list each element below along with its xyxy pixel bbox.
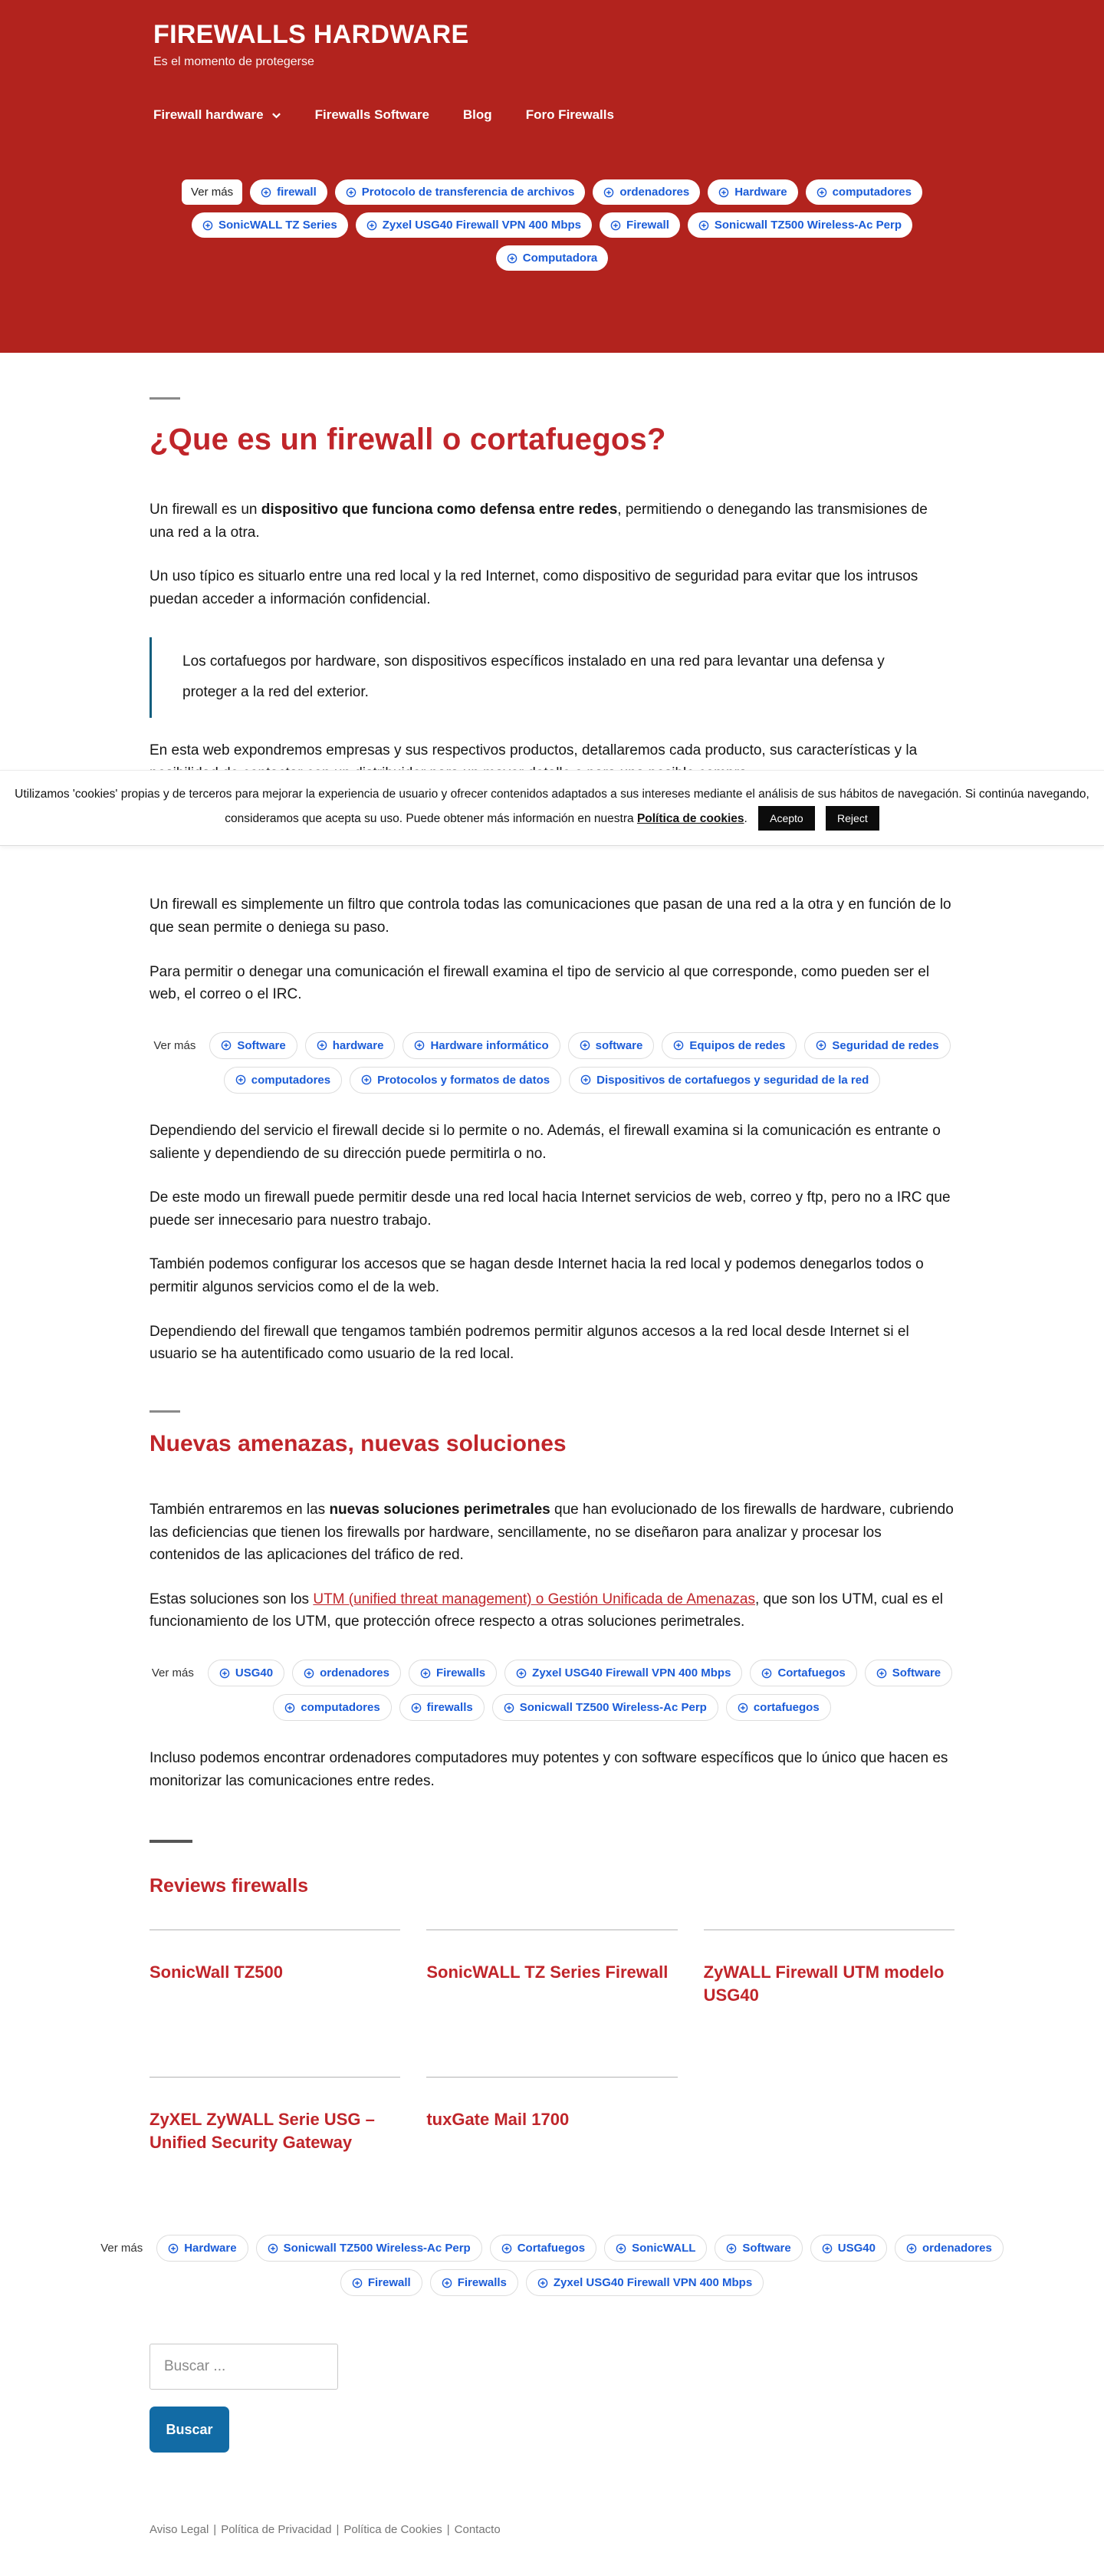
nav-item-foro-firewalls[interactable]: Foro Firewalls [525, 107, 614, 122]
paragraph-text: , permitiendo o denegando las transmisiones de una red a la otra. [150, 502, 928, 541]
tag-pill-label: USG40 [837, 2242, 876, 2255]
tag-pill-label: Protocolo de transferencia de archivos [361, 186, 575, 199]
tag-pill[interactable] [504, 1660, 742, 1686]
reject-cookies-button[interactable]: Reject [826, 806, 879, 831]
site-footer [0, 2235, 1104, 2576]
tag-pill[interactable] [569, 1067, 880, 1094]
paragraph-text: Estas soluciones son los [150, 1591, 314, 1607]
tag-pill[interactable] [292, 1660, 401, 1686]
footer-tag-cloud-inner [69, 2235, 1035, 2296]
tag-plus-icon [317, 1040, 327, 1051]
ver-mas-label: Ver más [100, 2242, 143, 2255]
tag-plus-icon [876, 1668, 887, 1679]
paragraph: Incluso podemos encontrar ordenadores computadores muy potentes y con software específicos que lo único que hacen es monitorizar las comunicaciones entre redes. [150, 1750, 948, 1789]
cookie-text: Utilizamos 'cookies' propias y de terceros para mejorar la experiencia de usuario y ofrecer contenidos adaptados a sus intereses mediante el análisis de sus hábitos de navegación. Si continúa navegando, consideramos que acepta su uso. Puede obtener más información en nuestra [15, 788, 1089, 825]
paragraph: Para permitir o denegar una comunicación el firewall examina el tipo de servicio al que corresponde, como pueden ser el web, el correo o el IRC. [150, 963, 930, 1003]
footer-link-separator: | [213, 2523, 217, 2537]
footer-links [150, 2523, 955, 2576]
paragraph: De este modo un firewall puede permitir desde una red local hacia Internet servicios de web, correo y ftp, pero no a IRC que puede ser innecesario para nuestro trabajo. [150, 1189, 951, 1229]
review-link[interactable]: SonicWall TZ500 [150, 1962, 284, 1982]
tag-pill[interactable] [356, 212, 592, 238]
paragraph: Un firewall es simplemente un filtro que controla todas las comunicaciones que pasan de una red a la otra y en función de lo que sean permite o deniega su paso. [150, 897, 951, 936]
header-tag-cloud [0, 179, 1104, 271]
tag-plus-icon [346, 187, 356, 198]
footer-link-separator: | [446, 2523, 450, 2537]
tag-plus-icon [906, 2243, 917, 2254]
tag-pill[interactable] [810, 2235, 887, 2262]
paragraph: Un uso típico es situarlo entre una red local y la red Internet, como dispositivo de seguridad para evitar que los intrusos puedan acceder a información confidencial. [150, 568, 918, 607]
section-divider-dash [150, 1840, 192, 1843]
tag-pill-label: computadores [832, 186, 912, 199]
tag-pill-label: cortafuegos [753, 1701, 820, 1715]
tag-pill-label: ordenadores [619, 186, 690, 199]
tag-plus-icon [221, 1040, 232, 1051]
tag-pill[interactable] [526, 2269, 764, 2296]
main-content [150, 397, 955, 2192]
tag-pill[interactable] [430, 2269, 518, 2296]
tag-plus-icon [610, 220, 621, 231]
tag-pill[interactable] [490, 2235, 596, 2262]
nav-item-firewall-hardware[interactable] [153, 107, 281, 123]
site-header [0, 0, 1104, 353]
tag-plus-icon [580, 1074, 591, 1085]
review-card [704, 1930, 955, 2045]
tag-plus-icon [738, 1703, 748, 1713]
tag-plus-icon [507, 253, 518, 264]
tag-plus-icon [235, 1074, 246, 1085]
tag-pill-label: USG40 [235, 1666, 274, 1680]
tag-plus-icon [420, 1668, 431, 1679]
tag-cloud-row [0, 245, 1104, 271]
tag-pill[interactable] [806, 179, 922, 205]
tag-pill[interactable] [600, 212, 680, 238]
tag-cloud-row [0, 179, 1104, 205]
tag-pill[interactable] [350, 1067, 561, 1094]
tag-plus-icon [726, 2243, 737, 2254]
main-nav [153, 107, 1104, 123]
footer-tag-cloud [69, 2235, 1035, 2296]
tag-cloud-row [150, 1694, 955, 1721]
tag-pill-label: Sonicwall TZ500 Wireless-Ac Perp [283, 2242, 471, 2255]
tag-pill-label: hardware [332, 1038, 384, 1052]
cookie-text-after: . [744, 812, 748, 825]
paragraph-text: que han evolucionado de los firewalls de hardware, cubriendo las deficiencias que tienen los firewalls por hardware, sencillamente, no se diseñaron para analizar y procesar los contenidos de las aplicaciones del tráfico de red. [150, 1501, 954, 1564]
review-card [426, 1930, 677, 2045]
tag-pill-label: Software [237, 1038, 286, 1052]
reviews-grid-row [150, 1930, 955, 2045]
footer-link-contacto[interactable]: Contacto [454, 2523, 501, 2537]
tag-plus-icon [822, 2243, 833, 2254]
tag-plus-icon [603, 187, 614, 198]
paragraph-text: , que son los UTM, cual es el funcionamiento de los UTM, que protección ofrece respecto a otras soluciones perimetrales. [150, 1591, 943, 1630]
paragraph-text: Un firewall es un [150, 502, 261, 518]
tag-plus-icon [501, 2243, 512, 2254]
tag-pill-label: firewalls [426, 1701, 473, 1715]
tag-pill[interactable] [708, 179, 797, 205]
section-divider-dash [150, 397, 180, 400]
ver-mas-label: Ver más [153, 1038, 196, 1052]
tag-pill[interactable] [192, 212, 348, 238]
tag-pill-label: computadores [301, 1701, 380, 1715]
content-tag-cloud [150, 1032, 955, 1094]
tag-pill[interactable] [688, 212, 912, 238]
tag-pill-label: ordenadores [922, 2242, 992, 2255]
tag-cloud-row [150, 1032, 955, 1059]
section-divider-dash [150, 1410, 180, 1413]
tag-pill[interactable] [750, 1660, 856, 1686]
tag-pill-label: Firewalls [457, 2276, 507, 2290]
review-link[interactable]: ZyXEL ZyWALL Serie USG – Unified Security Gateway [150, 2110, 375, 2152]
tag-pill[interactable] [224, 1067, 342, 1094]
review-link[interactable]: tuxGate Mail 1700 [426, 2110, 570, 2130]
tag-plus-icon [580, 1040, 590, 1051]
tag-pill[interactable] [305, 1032, 396, 1059]
cookie-banner [0, 770, 1104, 846]
tag-pill[interactable] [593, 179, 700, 205]
tag-plus-icon [504, 1703, 514, 1713]
tag-pill-label: Firewall [626, 219, 669, 232]
tag-pill[interactable] [209, 1032, 297, 1059]
footer-link-politica-privacidad[interactable]: Política de Privacidad [221, 2523, 332, 2537]
tag-pill-label: Hardware informático [430, 1038, 549, 1052]
tag-pill[interactable] [662, 1032, 797, 1059]
tag-plus-icon [718, 187, 729, 198]
article-title: ¿Que es un firewall o cortafuegos? [150, 423, 666, 456]
tag-pill[interactable] [402, 1032, 560, 1059]
tag-pill-label: Software [892, 1666, 941, 1680]
tag-pill-label: Sonicwall TZ500 Wireless-Ac Perp [519, 1701, 707, 1715]
reviews-title: Reviews firewalls [150, 1875, 309, 1897]
footer-content [150, 2344, 955, 2576]
tag-pill-label: firewall [277, 186, 317, 199]
tag-pill[interactable] [715, 2235, 802, 2262]
tag-plus-icon [414, 1040, 425, 1051]
tag-plus-icon [304, 1668, 314, 1679]
tag-plus-icon [352, 2278, 363, 2288]
tag-pill[interactable] [340, 2269, 422, 2296]
accept-cookies-button[interactable]: Acepto [758, 806, 815, 831]
paragraph-text: También entraremos en las [150, 1501, 330, 1518]
tag-plus-icon [673, 1040, 684, 1051]
tag-pill[interactable] [250, 179, 327, 205]
content-tag-cloud [150, 1660, 955, 1721]
utm-link[interactable]: UTM (unified threat management) o Gestión Unificada de Amenazas [313, 1591, 755, 1607]
blockquote: Los cortafuegos por hardware, son dispositivos específicos instalado en una red para levantar una defensa y proteger a la red del exterior. [150, 637, 924, 719]
tag-cloud-row [0, 212, 1104, 238]
tag-plus-icon [219, 1668, 230, 1679]
tag-pill[interactable] [604, 2235, 707, 2262]
tag-pill-label: Sonicwall TZ500 Wireless-Ac Perp [714, 219, 902, 232]
tag-pill[interactable] [568, 1032, 655, 1059]
review-card [426, 2077, 677, 2192]
section-title: Nuevas amenazas, nuevas soluciones [150, 1430, 567, 1456]
paragraph: También podemos configurar los accesos que se hagan desde Internet hacia la red local y podemos denegarlos todos o permitir algunos servicios como el de la web. [150, 1256, 924, 1296]
tag-pill-label: Firewalls [435, 1666, 486, 1680]
paragraph: Dependiendo del servicio el firewall decide si lo permite o no. Además, el firewall examina si la comunicación es entrante o saliente y dependiendo de su dirección puede permitirla o no. [150, 1122, 941, 1162]
cookie-policy-link[interactable]: Política de cookies [636, 812, 744, 825]
tag-pill[interactable] [895, 2235, 1004, 2262]
chevron-down-icon [271, 110, 281, 120]
tag-pill-label: Zyxel USG40 Firewall VPN 400 Mbps [553, 2276, 753, 2290]
tag-pill-label: computadores [251, 1073, 331, 1087]
tag-plus-icon [516, 1668, 527, 1679]
tag-pill[interactable] [273, 1694, 391, 1721]
site-tagline: Es el momento de protegerse [153, 55, 314, 68]
header-branding [0, 20, 1104, 123]
tag-pill-label: SonicWALL TZ Series [218, 219, 337, 232]
search-button[interactable]: Buscar [150, 2407, 229, 2453]
review-link[interactable]: ZyWALL Firewall UTM modelo USG40 [703, 1962, 945, 2005]
ver-mas-button[interactable]: Ver más [182, 179, 242, 205]
tag-cloud-row [69, 2235, 1035, 2262]
tag-pill[interactable] [804, 1032, 950, 1059]
search-form [150, 2344, 955, 2453]
ver-mas-label: Ver más [151, 1666, 194, 1680]
tag-pill[interactable] [865, 1660, 952, 1686]
tag-plus-icon [698, 220, 709, 231]
tag-pill-label: Protocolos y formatos de datos [377, 1073, 550, 1087]
tag-plus-icon [168, 2243, 179, 2254]
tag-plus-icon [616, 2243, 626, 2254]
footer-link-separator: | [336, 2523, 340, 2537]
tag-plus-icon [411, 1703, 422, 1713]
tag-plus-icon [366, 220, 377, 231]
tag-pill[interactable] [492, 1694, 718, 1721]
tag-pill[interactable] [399, 1694, 485, 1721]
nav-item-blog[interactable]: Blog [462, 107, 492, 122]
paragraph [150, 1499, 955, 1567]
tag-pill[interactable] [409, 1660, 497, 1686]
tag-plus-icon [202, 220, 213, 231]
tag-pill[interactable] [256, 2235, 482, 2262]
tag-pill-label: ordenadores [320, 1666, 389, 1680]
tag-plus-icon [361, 1074, 372, 1085]
tag-pill[interactable] [335, 179, 586, 205]
tag-pill[interactable] [156, 2235, 248, 2262]
tag-pill-label: software [595, 1038, 643, 1052]
review-card [150, 2077, 400, 2192]
paragraph-bold-text: nuevas soluciones perimetrales [329, 1501, 550, 1518]
tag-pill[interactable] [496, 245, 609, 271]
tag-pill-label: Software [742, 2242, 791, 2255]
paragraph-bold-text: dispositivo que funciona como defensa entre redes [261, 502, 618, 518]
site-title[interactable]: FIREWALLS HARDWARE [153, 20, 469, 49]
tag-pill-label: Hardware [184, 2242, 237, 2255]
tag-plus-icon [816, 187, 827, 198]
tag-pill-label: Equipos de redes [689, 1038, 786, 1052]
tag-pill-label: Zyxel USG40 Firewall VPN 400 Mbps [532, 1666, 731, 1680]
tag-plus-icon [442, 2278, 452, 2288]
paragraph: Dependiendo del firewall que tengamos también podremos permitir algunos accesos a la red local desde Internet si el usuario se ha autentificado como usuario de la red local. [150, 1323, 909, 1363]
tag-pill[interactable] [726, 1694, 831, 1721]
tag-cloud-row [69, 2269, 1035, 2296]
tag-pill-label: Computadora [522, 252, 598, 265]
nav-item-label: Firewall hardware [153, 107, 264, 122]
tag-pill-label: Cortafuegos [777, 1666, 846, 1680]
tag-plus-icon [537, 2278, 548, 2288]
tag-pill-label: Zyxel USG40 Firewall VPN 400 Mbps [382, 219, 582, 232]
tag-plus-icon [816, 1040, 826, 1051]
search-input[interactable] [150, 2344, 338, 2390]
tag-cloud-row [150, 1067, 955, 1094]
footer-link-politica-cookies[interactable]: Política de Cookies [343, 2523, 442, 2537]
tag-plus-icon [761, 1668, 772, 1679]
tag-pill-label: Dispositivos de cortafuegos y seguridad de la red [596, 1073, 869, 1087]
nav-item-firewalls-software[interactable]: Firewalls Software [314, 107, 429, 122]
tag-plus-icon [284, 1703, 295, 1713]
tag-plus-icon [261, 187, 271, 198]
tag-pill[interactable] [208, 1660, 284, 1686]
paragraph [150, 498, 955, 544]
review-link[interactable]: SonicWALL TZ Series Firewall [426, 1962, 669, 1982]
tag-pill-label: Firewall [367, 2276, 411, 2290]
footer-link-aviso-legal[interactable]: Aviso Legal [150, 2523, 209, 2537]
tag-pill-label: Hardware [734, 186, 787, 199]
paragraph: En esta web expondremos empresas y sus respectivos productos, detallaremos cada producto, sus características y la [150, 742, 918, 759]
tag-pill-label: SonicWALL [632, 2242, 696, 2255]
tag-plus-icon [268, 2243, 278, 2254]
review-card [150, 1930, 400, 2045]
tag-pill-label: Seguridad de redes [832, 1038, 939, 1052]
paragraph [150, 1588, 955, 1633]
tag-cloud-row [150, 1660, 955, 1686]
tag-pill-label: Cortafuegos [517, 2242, 586, 2255]
reviews-grid-row [150, 2077, 955, 2192]
